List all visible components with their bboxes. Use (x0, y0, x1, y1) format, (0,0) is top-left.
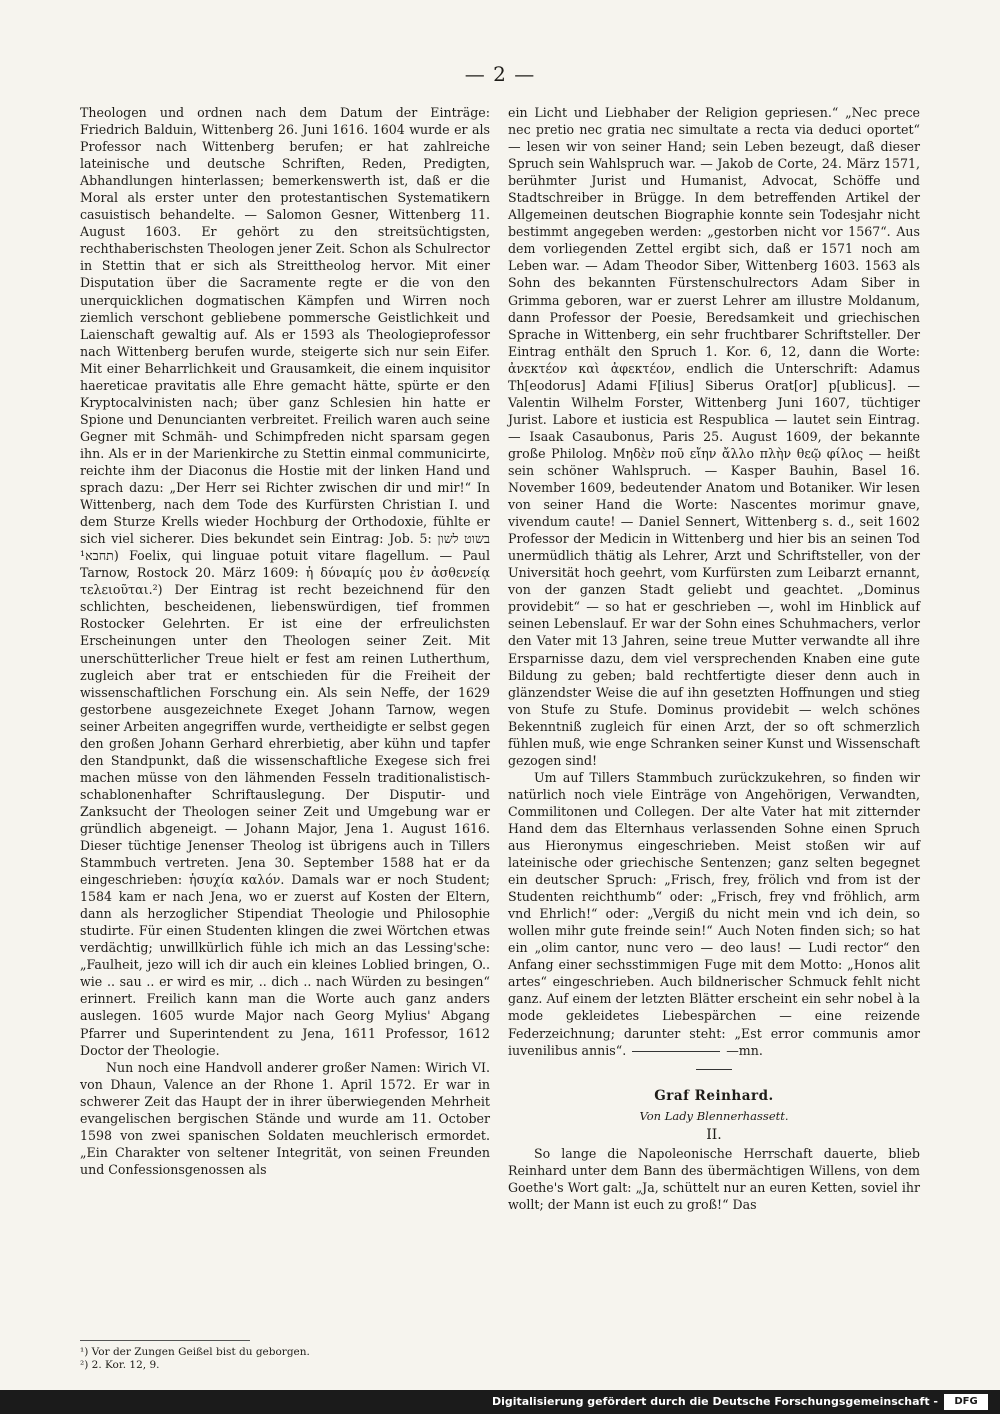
right-paragraph-2 (508, 769, 920, 1059)
left-paragraph-2: Nun noch eine Handvoll anderer großer Namen: Wirich VI. von Dhaun, Valence an der Rhone 1. April 1572. Er war in schwerer Zeit das Haupt der in ihrer überwiegenden Mehrheit evangelischen bergischen Stände und wurde am 11. October 1598 von zwei spanischen Soldaten meuchlerisch ermordet. „Ein Charakter von seltener Integrität, von seinen Freunden und Confessionsgenossen als (80, 1059, 490, 1177)
right-paragraph-2-text: Um auf Tillers Stammbuch zurückzukehren, so finden wir natürlich noch viele Einträge von Angehörigen, Verwandten, Commilitonen und Collegen. Der alte Vater hat mit zitternder Hand dem das Elternhaus verlassenden Sohne einen Spruch aus Hieronymus eingeschrieben. Meist stoßen wir auf lateinische oder griechische Sentenzen; ganz selten begegnet ein deutscher Spruch: „Frisch, frey, frölich vnd from ist der Studenten reichthumb“ oder: „Frisch, frey vnd fröhlich, arm vnd Ehrlich!“ oder: „Vergiß du nicht mein vnd ich dein, so wollen mihr gute freinde sein!“ Auch Noten finden sich; so hat ein „olim cantor, nunc vero — deo laus! — Ludi rector“ den Anfang einer sechsstimmigen Fuge mit dem Motto: „Honos alit artes“ eingeschrieben. Auch bildnerischer Schmuck fehlt nicht ganz. Auf einem der letzten Blätter erscheint ein sehr nobel à la mode gekleidetes Liebespärchen — eine reizende Federzeichnung; darunter steht: „Est error communis amor iuvenilibus annis“. (508, 769, 920, 1058)
section-divider (696, 1069, 732, 1070)
footnote-2: ²) 2. Kor. 12, 9. (80, 1359, 160, 1371)
page-number: — 2 — (464, 62, 536, 86)
section-part: II. (706, 1126, 722, 1143)
footnote-1: ¹) Vor der Zungen Geißel bist du geborgen. (80, 1346, 310, 1358)
right-column (508, 104, 920, 1213)
section-title: Graf Reinhard. (654, 1087, 774, 1104)
footnotes (80, 1346, 490, 1372)
footnote-divider (80, 1340, 250, 1341)
section-text: So lange die Napoleonische Herrschaft dauerte, blieb Reinhard unter dem Bann des übermächtigen Willens, von dem Goethe's Wort galt: „Ja, schüttelt nur an euren Ketten, soviel ihr wollt; der Mann ist euch zu groß!“ Das (508, 1145, 920, 1212)
dfg-logo: DFG (944, 1394, 988, 1410)
footer-bar (0, 1390, 1000, 1414)
right-paragraph-1: ein Licht und Liebhaber der Religion gepriesen.“ „Nec prece nec pretio nec gratia nec simultate a recta via deduci oportet“ — lesen wir von seiner Hand; sein Leben bezeugt, daß dieser Spruch sein Wahlspruch war. — Jakob de Corte, 24. März 1571, berühmter Jurist und Humanist, Advocat, Schöffe und Stadtschreiber in Brügge. In dem betreffenden Artikel der Allgemeinen deutschen Biographie konnte sein Todesjahr nicht bestimmt angegeben werden: „gestorben nicht vor 1567“. Aus dem vorliegenden Zettel ergibt sich, daß er 1571 noch am Leben war. — Adam Theodor Siber, Wittenberg 1603. 1563 als Sohn des bekannten Fürstenschulrectors Adam Siber in Grimma geboren, war er zuerst Lehrer am illustre Moldanum, dann Professor der Poesie, Beredsamkeit und griechischen Sprache in Wittenberg, ein sehr fruchtbarer Schriftsteller. Der Eintrag enthält den Spruch 1. Kor. 6, 12, dann die Worte: ἀνεκτέον καὶ ἀφεκτέον, endlich die Unterschrift: Adamus Th[eodorus] Adami F[ilius] Siberus Orat[or] p[ublicus]. — Valentin Wilhelm Forster, Wittenberg Juni 1607, tüchtiger Jurist. Labore et iusticia est Respublica — lautet sein Eintrag. — Isaak Casaubonus, Paris 25. August 1609, der bekannte große Philolog. Μηδὲν ποῦ εἴην ἄλλο πλὴν θεῷ φίλος — heißt sein schöner Wahlspruch. — Kasper Bauhin, Basel 16. November 1609, bedeutender Anatom und Botaniker. Wir lesen von seiner Hand die Worte: Nascentes morimur gnave, vivendum caute! — Daniel Sennert, Wittenberg s. d., seit 1602 Professor der Medicin in Wittenberg und hier bis an seinen Tod unermüdlich thätig als Lehrer, Arzt und Schriftsteller, von der Universität hoch geehrt, vom Kurfürsten zum Leibarzt ernannt, von der ganzen Stadt geliebt und geachtet. „Dominus providebit“ — so hat er geschrieben —, wohl im Hinblick auf seinen Lebenslauf. Er war der Sohn eines Schuhmachers, verlor den Vater mit 13 Jahren, seine treue Mutter verwandte all ihre Ersparnisse dazu, dem viel versprechenden Knaben eine gute Bildung zu geben; bald rechtfertigte dieser denn auch in glänzendster Weise die auf ihn gesetzten Hoffnungen und stieg von Stufe zu Stufe. Dominus providebit — welch schönes Bekenntniß zugleich für einen Arzt, der so oft schmerzlich fühlen muß, wie enge Schranken seiner Kunst und Wissenschaft gezogen sind! (508, 105, 920, 768)
signature: —mn. (726, 1042, 763, 1058)
section-author: Von Lady Blennerhassett. (639, 1108, 789, 1123)
left-paragraph-1: Theologen und ordnen nach dem Datum der Einträge: Friedrich Balduin, Wittenberg 26. Juni 1616. 1604 wurde er als Professor nach Wittenberg berufen; er hat zahlreiche lateinische und deutsche Schriften, Reden, Predigten, Abhandlungen hinterlassen; bemerkenswerth ist, daß er die Moral als erster unter den protestantischen Systematikern casuistisch behandelte. — Salomon Gesner, Wittenberg 11. August 1603. Er gehört zu den streitsüchtigsten, rechthaberischsten Theologen jener Zeit. Schon als Schulrector in Stettin that er sich als Streittheolog hervor. Mit einer Disputation über die Sacramente regte er die von den unerquicklichen dogmatischen Kämpfen und Wirren noch ziemlich verschont gebliebene pommersche Geistlichkeit und Laienschaft gewaltig auf. Als er 1593 als Theologieprofessor nach Wittenberg berufen wurde, steigerte sich nur sein Eifer. Mit einer Beharrlichkeit und Grausamkeit, die einem inquisitor haereticae pravitatis alle Ehre gemacht hätte, spürte er den Kryptocalvinisten nach; über ganz Schlesien hin hatte er Spione und Denuncianten verbreitet. Freilich waren auch seine Gegner mit Schmäh- und Schimpfreden nicht sparsam gegen ihn. Als er in der Marienkirche zu Stettin einmal communicirte, reichte ihm der Diaconus die Hostie mit der linken Hand und sprach dazu: „Der Herr sei Richter zwischen dir und mir!“ In Wittenberg, nach dem Tode des Kurfürsten Christian I. und dem Sturze Krells wieder Hochburg der Orthodoxie, fühlte er sich viel sicherer. Dies bekundet sein Eintrag: Job. 5: בשוט לשון תחבא¹) Foelix, qui linguae potuit vitare flagellum. — Paul Tarnow, Rostock 20. März 1609: ἡ δύναμίς μου ἐν ἀσθενείᾳ τελειοῦται.²) Der Eintrag ist recht bezeichnend für den schlichten, bescheidenen, liebenswürdigen, tief frommen Rostocker Gelehrten. Er ist eine der erfreulichsten Erscheinungen unter den Theologen seiner Zeit. Mit unerschütterlicher Treue hielt er fest am reinen Lutherthum, zugleich aber trat er entschieden für die Freiheit der wissenschaftlichen Forschung ein. Als sein Neffe, der 1629 gestorbene ausgezeichnete Exeget Johann Tarnow, wegen seiner Arbeiten angegriffen wurde, vertheidigte er selbst gegen den großen Johann Gerhard ehrerbietig, aber kühn und tapfer den Standpunkt, daß die wissenschaftliche Exegese sich frei machen müsse von den lähmenden Fesseln traditionalistisch-schablonenhafter Schriftauslegung. Der Disputir- und Zanksucht der Theologen seiner Zeit und Umgebung war er gründlich abgeneigt. — Johann Major, Jena 1. August 1616. Dieser tüchtige Jenenser Theolog ist übrigens auch in Tillers Stammbuch vertreten. Jena 30. September 1588 hat er da eingeschrieben: ἡσυχία καλόν. Damals war er noch Student; 1584 kam er nach Jena, wo er zuerst auf Kosten der Eltern, dann als herzoglicher Stipendiat Theologie und Philosophie studirte. Für einen Studenten klingen die zwei Wörtchen etwas verdächtig; unwillkürlich fühle ich mich an das Lessing'sche: „Faulheit, jezo will ich dir auch ein kleines Loblied bringen, O.. wie .. sau .. er wird es mir, .. dich .. nach Würden zu besingen“ erinnert. Freilich kann man die Worte auch ganz anders auslegen. 1605 wurde Major nach Georg Mylius' Abgang Pfarrer und Superintendent zu Jena, 1611 Professor, 1612 Doctor der Theologie. (80, 105, 490, 1058)
footer-text: Digitalisierung gefördert durch die Deutsche Forschungsgemeinschaft - (491, 1395, 938, 1408)
signature-rule (632, 1051, 720, 1052)
left-column (80, 104, 490, 1178)
